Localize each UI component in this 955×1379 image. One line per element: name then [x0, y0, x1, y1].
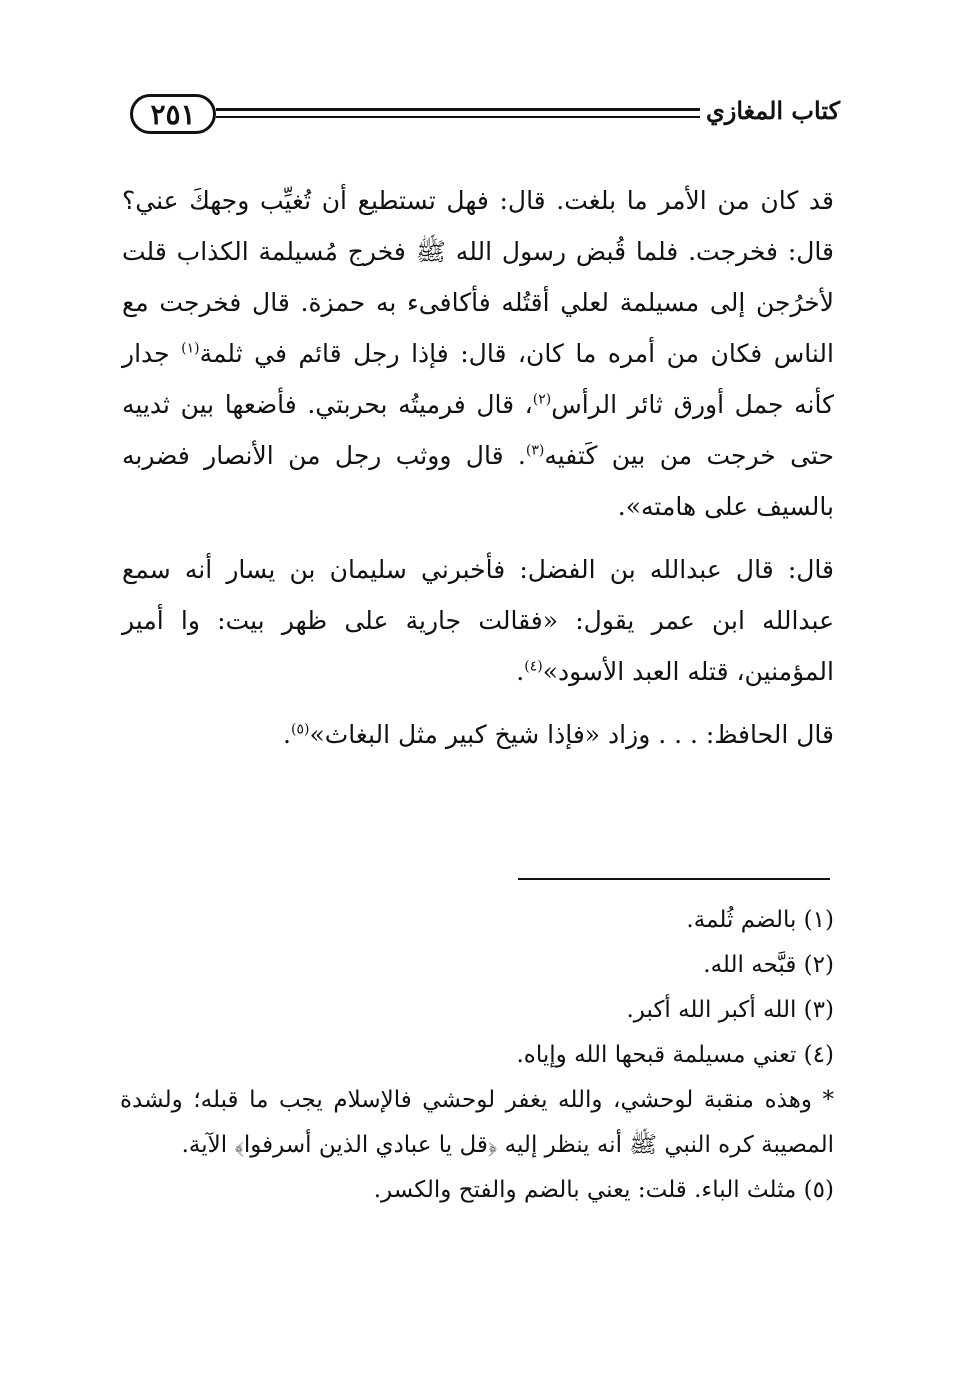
- text-run: قال: قال عبدالله بن الفضل: فأخبرني سليمان بن يسار أنه سمع عبدالله ابن عمر يقول: «فقالت جارية على ظهر بيت: وا أمير المؤمنين، قتله العبد الأسود»: [122, 555, 834, 686]
- header-rule: [216, 108, 700, 118]
- paragraph-1: [122, 175, 834, 532]
- text-run: جدار كأنه جمل أورق ثائر الرأس: [122, 339, 834, 419]
- footnote-separator: [518, 878, 830, 880]
- text-run: . قال ووثب رجل من الأنصار فضربه بالسيف على هامته».: [122, 441, 834, 521]
- text-run: قال الحافظ: . . . وزاد «فإذا شيخ كبير مثل البغاث»: [309, 720, 834, 749]
- paragraph-2: [122, 544, 834, 697]
- footnote-ref-2: (٢): [532, 391, 552, 408]
- footnote-ref-1: (١): [181, 340, 200, 357]
- footnote-3: (٣) الله أكبر الله أكبر.: [626, 997, 834, 1023]
- text-run: قد كان من الأمر ما بلغت. قال: فهل تستطيع أن تُغيِّب وجهكَ عني؟ قال: فخرجت. فلما قُبض رسول الله ﷺ فخرج مُسيلمة الكذاب قلت لأخرُجن إلى مسيلمة لعلي أقتُله فأكافىء به حمزة. قال فخرجت مع الناس فكان من أمره ما كان، قال: فإذا رجل قائم في ثلمة: [122, 186, 834, 368]
- text-run: .: [283, 720, 291, 749]
- text-run: .: [516, 657, 525, 686]
- footnote-ref-4: (٤): [524, 658, 543, 675]
- text-run: ، قال فرميتُه بحربتي. فأضعها بين ثدييه حتى خرجت من بين كَتفيه: [122, 390, 834, 470]
- running-title: كتاب المغازي: [705, 96, 840, 125]
- footnote-5: (٥) مثلث الباء. قلت: يعني بالضم والفتح والكسر.: [373, 1177, 834, 1203]
- footnote-2: (٢) قبَّحه الله.: [703, 952, 834, 978]
- footnote-4: (٤) تعني مسيلمة قبحها الله وإياه.: [516, 1042, 834, 1068]
- footnote-ref-3: (٣): [525, 442, 545, 459]
- paragraph-3: [122, 709, 834, 760]
- main-text: [122, 175, 834, 772]
- footnote-star: * وهذه منقبة لوحشي، والله يغفر لوحشي فالإسلام يجب ما قبله؛ ولشدة المصيبة كره النبي ﷺ أنه ينظر إليه ﴿قل يا عبادي الذين أسرفوا﴾ الآية.: [120, 1087, 834, 1158]
- footnotes: [120, 898, 834, 1213]
- page-number: ٢٥١: [130, 94, 216, 134]
- page-header: [120, 90, 840, 140]
- footnote-1: (١) بالضم ثُلمة.: [686, 907, 834, 933]
- footnote-ref-5: (٥): [291, 721, 310, 738]
